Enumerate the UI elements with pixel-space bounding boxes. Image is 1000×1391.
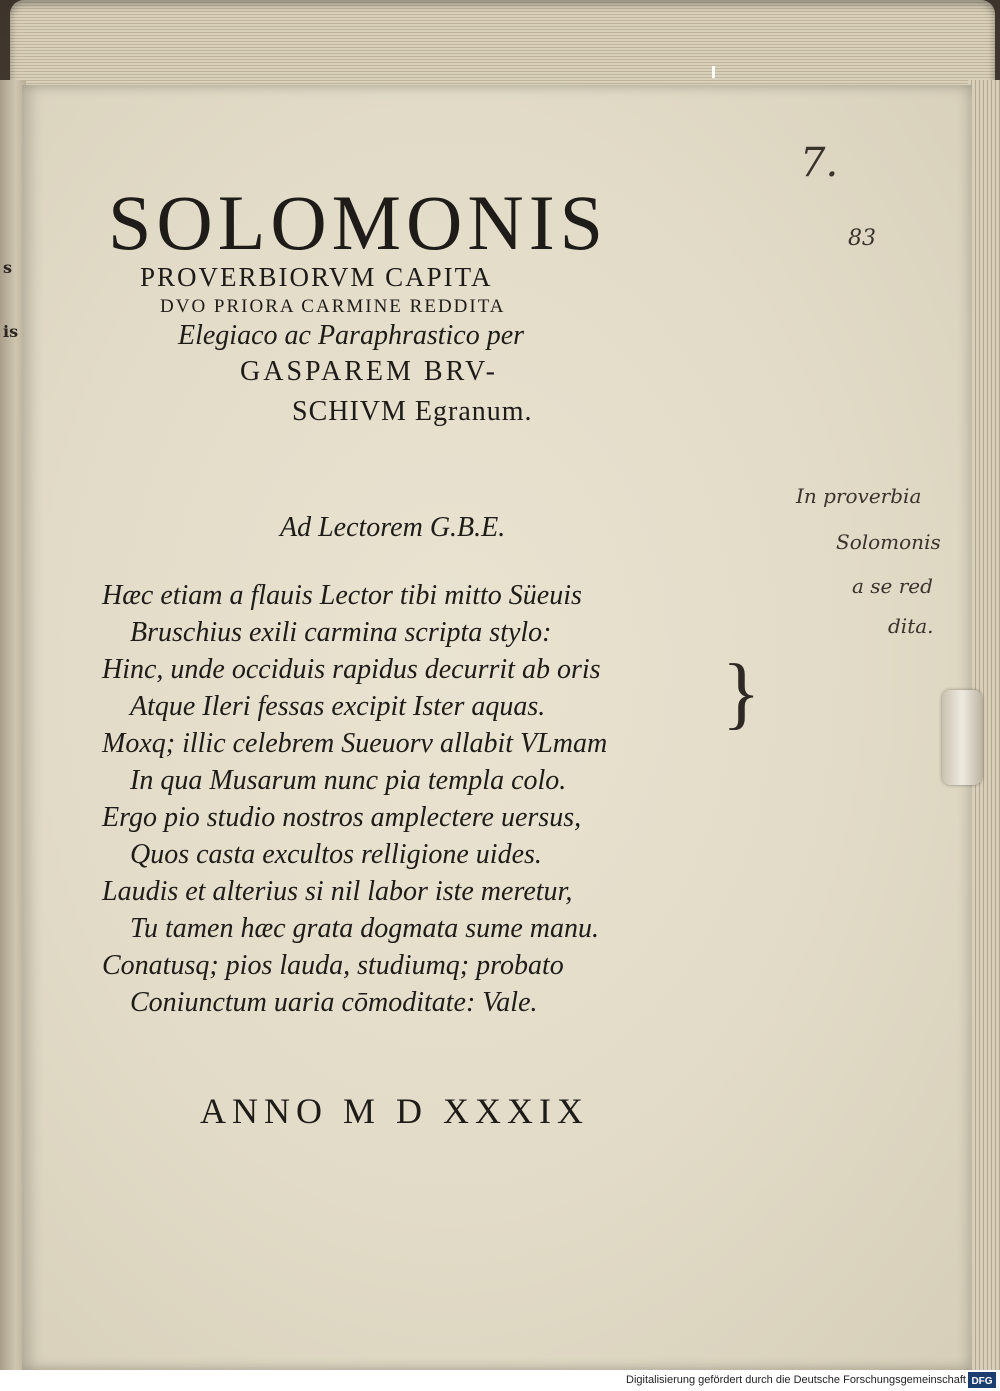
left-page-fragment: s: [3, 258, 13, 277]
verse-line: Hæc etiam a flauis Lector tibi mitto Süeuis: [102, 580, 582, 611]
book-top-edge: [10, 0, 995, 90]
verse-line: In qua Musarum nunc pia templa colo.: [130, 765, 567, 796]
verse-line: Ergo pio studio nostros amplectere uersus,: [102, 802, 582, 833]
verse-line: Conatusq; pios lauda, studiumq; probato: [102, 950, 564, 981]
footer-credit: Digitalisierung gefördert durch die Deutsche Forschungsgemeinschaft: [626, 1374, 966, 1386]
margin-note-line: Solomonis: [836, 530, 941, 554]
handwritten-brace: }: [722, 649, 761, 737]
subtitle-line-1: PROVERBIORVM CAPITA: [140, 262, 493, 292]
dfg-logo-text: DFG: [971, 1376, 993, 1387]
verse-line: Atque Ileri fessas excipit Ister aquas.: [130, 691, 546, 722]
verse-line: Coniunctum uaria cōmoditate: Vale.: [130, 987, 538, 1018]
subtitle-line-3: Elegiaco ac Paraphrastico per: [178, 320, 525, 351]
edge-nick: [712, 66, 715, 78]
verse-line: Hinc, unde occiduis rapidus decurrit ab oris: [102, 654, 601, 685]
imprint-date: ANNO M D XXXIX: [200, 1091, 589, 1131]
verse-line: Quos casta excultos relligione uides.: [130, 839, 542, 870]
margin-mark: 7.: [800, 140, 839, 186]
margin-note-line: dita.: [888, 614, 934, 638]
verse-line: Laudis et alterius si nil labor iste meretur,: [102, 876, 573, 907]
verse-line: Tu tamen hæc grata dogmata sume manu.: [130, 913, 599, 944]
author-line-2: SCHIVM Egranum.: [292, 396, 533, 427]
title: SOLOMONIS: [108, 179, 609, 266]
address-heading: Ad Lectorem G.B.E.: [280, 512, 506, 543]
verse-line: Bruschius exili carmina scripta stylo:: [130, 617, 552, 648]
dfg-logo: [968, 1372, 996, 1388]
margin-number: 83: [848, 226, 876, 251]
verse-line: Moxq; illic celebrem Sueuorv allabit VLmam: [102, 728, 608, 759]
subtitle-line-2: DVO PRIORA CARMINE REDDITA: [160, 296, 506, 317]
page-clip: [942, 690, 982, 785]
margin-note-line: a se red: [852, 574, 933, 598]
author-line-1: GASPAREM BRV-: [240, 356, 498, 387]
margin-note-line: In proverbia: [796, 484, 922, 508]
left-page-fragment: is: [3, 322, 19, 341]
